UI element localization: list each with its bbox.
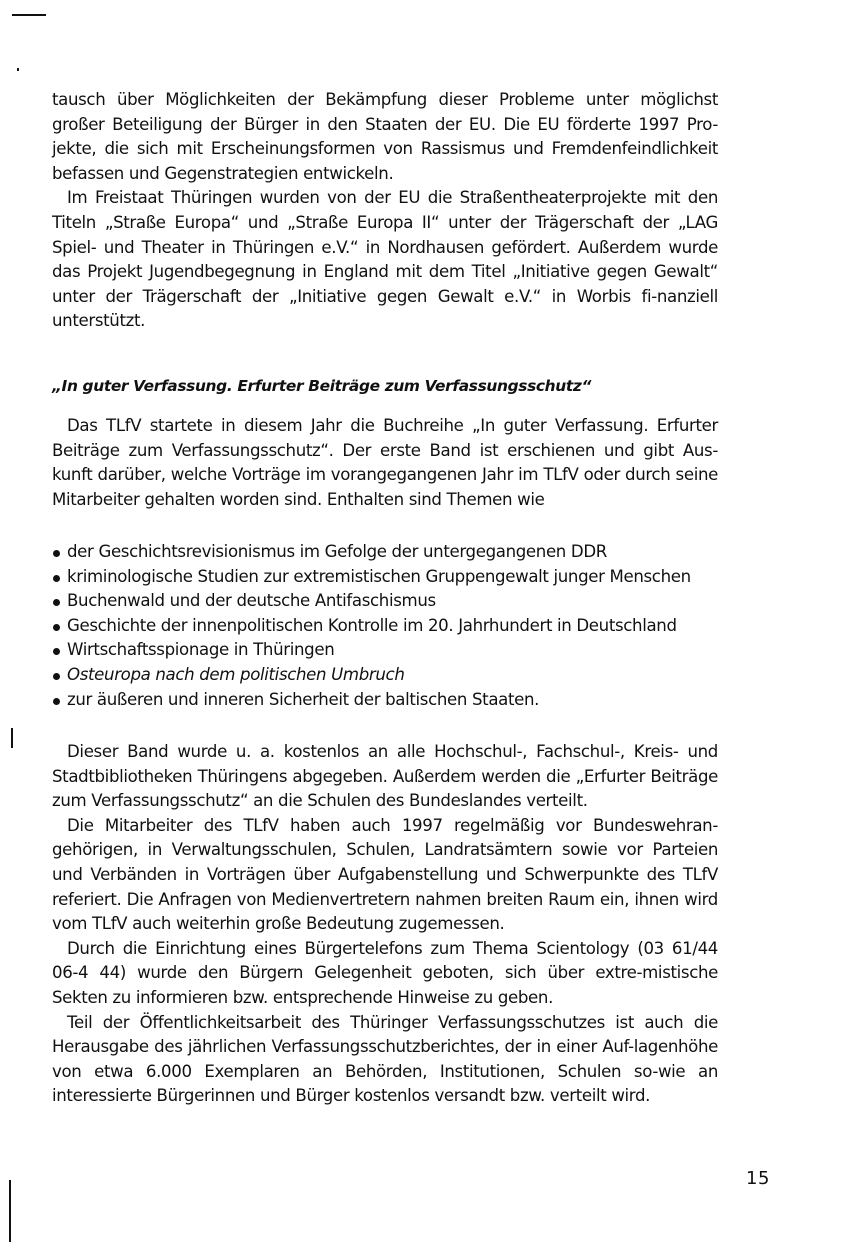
list-item: kriminologische Studien zur extremistischen Gruppengewalt junger Menschen xyxy=(52,565,752,590)
topics-list xyxy=(52,540,752,712)
scan-mark-bottom xyxy=(9,1180,11,1242)
list-item: Buchenwald und der deutsche Antifaschismus xyxy=(52,589,752,614)
list-item: der Geschichtsrevisionismus im Gefolge der untergegangenen DDR xyxy=(52,540,752,565)
scan-mark-top xyxy=(12,14,46,16)
paragraph-eu-funding: tausch über Möglichkeiten der Bekämpfung dieser Probleme unter möglichst großer Beteiligung der Bürger in den Staaten der EU. Die EU förderte 1997 Pro-jekte, die sich mit Erscheinungsformen von Rassismus und Fremdenfeindlichkeit befassen und Gegenstrategien entwickeln. xyxy=(52,90,718,183)
bullet-icon xyxy=(53,575,60,582)
list-item: Geschichte der innenpolitischen Kontrolle im 20. Jahrhundert in Deutschland xyxy=(52,614,752,639)
bullet-icon xyxy=(53,624,60,631)
section-heading: „In guter Verfassung. Erfurter Beiträge zum Verfassungsschutz“ xyxy=(52,377,592,395)
list-item: Wirtschaftsspionage in Thüringen xyxy=(52,638,752,663)
paragraph-lectures: Die Mitarbeiter des TLfV haben auch 1997 regelmäßig vor Bundeswehran-gehörigen, in Verwaltungsschulen, Schulen, Landratsämtern sowie vor Parteien und Verbänden in Vorträgen über Aufgabenstellung und Schwerpunkte des TLfV referiert. Die Anfragen von Medienvertretern nahmen breiten Raum ein, ihnen wird vom TLfV auch weiterhin große Bedeutung zugemessen. xyxy=(52,815,718,934)
bullet-icon xyxy=(53,673,60,680)
bullet-icon xyxy=(53,550,60,557)
scan-mark-margin xyxy=(11,728,13,748)
page-number: 15 xyxy=(746,1168,770,1189)
bullet-icon xyxy=(53,698,60,705)
scan-mark-dot xyxy=(17,68,19,71)
list-item: zur äußeren und inneren Sicherheit der baltischen Staaten. xyxy=(52,688,752,713)
outreach-text-block xyxy=(52,740,718,1109)
bullet-icon xyxy=(53,599,60,606)
paragraph-annual-report: Teil der Öffentlichkeitsarbeit des Thüringer Verfassungsschutzes ist auch die Herausgabe des jährlichen Verfassungsschutzberichtes, der in einer Auf-lagenhöhe von etwa 6.000 Exemplaren an Behörden, Institutionen, Schulen so-wie an interessierte Bürgerinnen und Bürger kostenlos versandt bzw. verteilt wird. xyxy=(52,1012,718,1106)
paragraph-book-series: Das TLfV startete in diesem Jahr die Buchreihe „In guter Verfassung. Erfurter Beiträge zum Verfassungsschutz“. Der erste Band ist erschienen und gibt Aus-kunft darüber, welche Vorträge im vorangegangenen Jahr im TLfV oder durch seine Mitarbeiter gehalten worden sind. Enthalten sind Themen wie xyxy=(52,416,718,509)
list-item: Osteuropa nach dem politischen Umbruch xyxy=(52,663,752,688)
book-series-text-block xyxy=(52,414,718,512)
intro-text-block xyxy=(52,88,718,334)
paragraph-hotline: Durch die Einrichtung eines Bürgertelefons zum Thema Scientology (03 61/44 06-4 44) wurde den Bürgern Gelegenheit geboten, sich über extre-mistische Sekten zu informieren bzw. entsprechende Hinweise zu geben. xyxy=(52,938,718,1007)
paragraph-distribution: Dieser Band wurde u. a. kostenlos an alle Hochschul-, Fachschul-, Kreis- und Stadtbibliotheken Thüringens abgegeben. Außerdem werden die „Erfurter Beiträge zum Verfassungsschutz“ an die Schulen des Bundeslandes verteilt. xyxy=(52,742,718,811)
bullet-icon xyxy=(53,648,60,655)
paragraph-thuringia-projects: Im Freistaat Thüringen wurden von der EU die Straßentheaterprojekte mit den Titeln „Straße Europa“ und „Straße Europa II“ unter der Trägerschaft der „LAG Spiel- und Theater in Thüringen e.V.“ in Nordhausen gefördert. Außerdem wurde das Projekt Jugendbegegnung in England mit dem Titel „Initiative gegen Gewalt“ unter der Trägerschaft der „Initiative gegen Gewalt e.V.“ in Worbis fi-nanziell unterstützt. xyxy=(52,188,718,331)
